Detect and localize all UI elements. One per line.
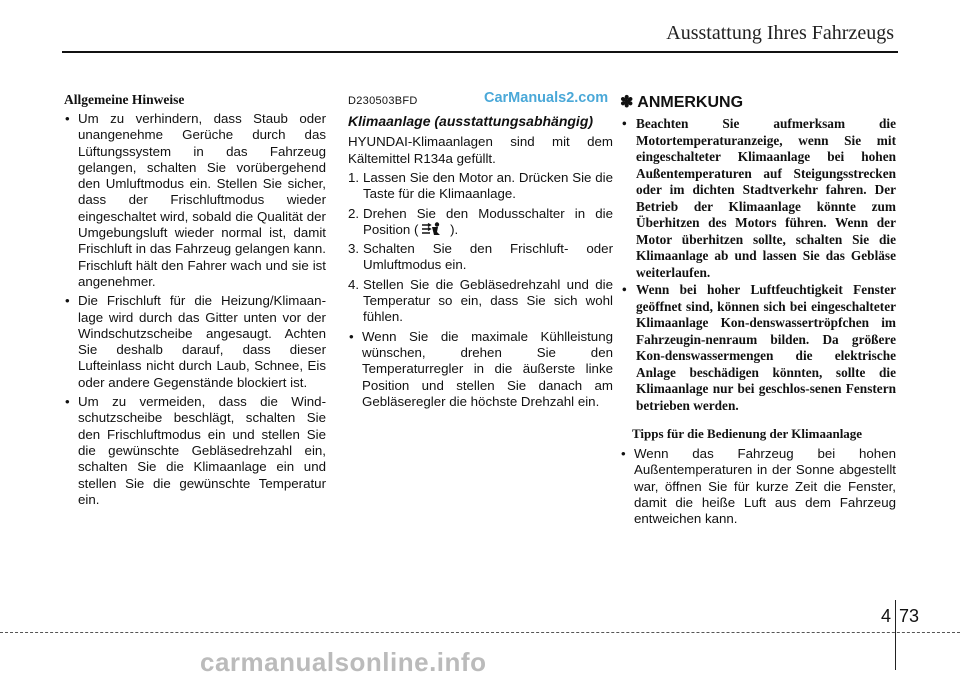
watermark-link[interactable]: CarManuals2.com [484,90,609,106]
note-heading: ✽ ANMERKUNG [620,94,744,111]
step-number: 4. [348,276,360,292]
list-item: • Die Frischluft für die Heizung/Klimaan-lage wird durch das Gitter unten vor der Windschutzscheibe angesaugt. Achten Sie deshalb darauf, dass dieser Lufteinlass nicht durch Laub, Schnee, Eis oder andere Gegenstände blockiert ist. [64,293,326,391]
step-number: 3. [348,241,360,257]
column-note [620,92,896,530]
page-number: 73 [899,606,920,626]
list-item: • Wenn bei hoher Luftfeuchtigkeit Fenster geöffnet sind, können sich bei eingeschalteter Klimaanlage Kon-denswassertröpfchen im Fahrzeugin-nenraum bilden. Da größere Kon-denswassermengen die elektrische Anlage beschädigen könnten, sollte die Klimaanlage nur bei geschlos-senen Fenstern betrieben werden. [620,282,896,414]
steps-list [348,170,613,326]
intro-paragraph: HYUNDAI-Klimaanlagen sind mit dem Kältemittel R134a gefüllt. [348,134,613,166]
footer-watermark: carmanualsonline.info [200,647,487,677]
step-text-post: ). [446,221,459,237]
step-number: 2. [348,205,360,221]
footer-divider [0,632,960,633]
column-air-conditioning [348,92,613,413]
page-header-title: Ausstattung Ihres Fahrzeugs [666,22,894,44]
column-general-notes [64,92,326,511]
list-item: • Um zu verhindern, dass Staub oder unangenehme Gerüche durch das Lüftungssystem in das Fahrzeug gelangen, schalten Sie vorübergehend den Umluftmodus ein. Stellen Sie sicher, dass der Frischluftmodus wieder eingeschaltet wird, sobald die Qualität der Umgebungsluft wieder normal ist, damit Frischluft in das Fahrzeug gelangen kann. Frischluft hält den Fahrer wach und sie ist angenehmer. [64,111,326,290]
general-notes-heading: Allgemeine Hinweise [64,92,185,107]
tips-heading: Tipps für die Bedienung der Klimaanlage [632,426,863,441]
list-item: • Beachten Sie aufmerksam die Motortemperaturanzeige, wenn Sie mit eingeschalteter Klimaanlage bei hohen Außentemperaturen auf Steigungsstrecken oder im dichten Stadtverkehr fahren. Der Betrieb der Klimaanlage könnte zum Überhitzen des Motors führen. Wenn der Motor überhitzen sollte, schalten Sie die Klimaanlage ab und lassen Sie das Gebläse weiterlaufen. [620,116,896,281]
general-notes-list [64,111,326,508]
max-cooling-list [348,329,613,410]
section-code: D230503BFD [348,95,418,107]
step-text: Stellen Sie die Gebläsedrehzahl und die Temperatur so ein, dass Sie sich wohl fühlen. [363,276,613,325]
step-text: Lassen Sie den Motor an. Drücken Sie die Taste für die Klimaanlage. [363,170,613,202]
step-text-pre: Drehen Sie den Modusschalter in die Position ( [363,205,613,237]
list-item [348,241,613,274]
list-item [348,277,613,326]
face-vent-mode-icon [420,222,444,236]
air-conditioning-heading: Klimaanlage (ausstattungsabhängig) [348,113,594,129]
step-text: Schalten Sie den Frischluft- oder Umluftmodus ein. [363,241,613,273]
header-rule [62,51,898,53]
tips-list [620,446,896,527]
note-list [620,116,896,414]
chapter-number: 4 [881,606,892,626]
list-item [348,206,613,239]
step-number: 1. [348,170,360,185]
list-item: • Um zu vermeiden, dass die Wind-schutzscheibe beschlägt, schalten Sie den Frischluftmodus ein und stellen Sie die gewünschte Gebläsedrehzahl ein, schalten Sie die Klimaanlage ein und stellen Sie die gewünschte Temperatur ein. [64,394,326,508]
list-item [348,170,613,203]
list-item: • Wenn Sie die maximale Kühlleistung wünschen, drehen Sie den Temperaturregler in die äußerste linke Position und stellen Sie danach am Gebläseregler die höchste Drehzahl ein. [348,329,613,410]
page-number-divider [895,600,896,670]
list-item: • Wenn das Fahrzeug bei hohen Außentemperaturen in der Sonne abgestellt war, öffnen Sie für kurze Zeit die Fenster, damit die heiße Luft aus dem Fahrzeug entweichen kann. [620,446,896,527]
